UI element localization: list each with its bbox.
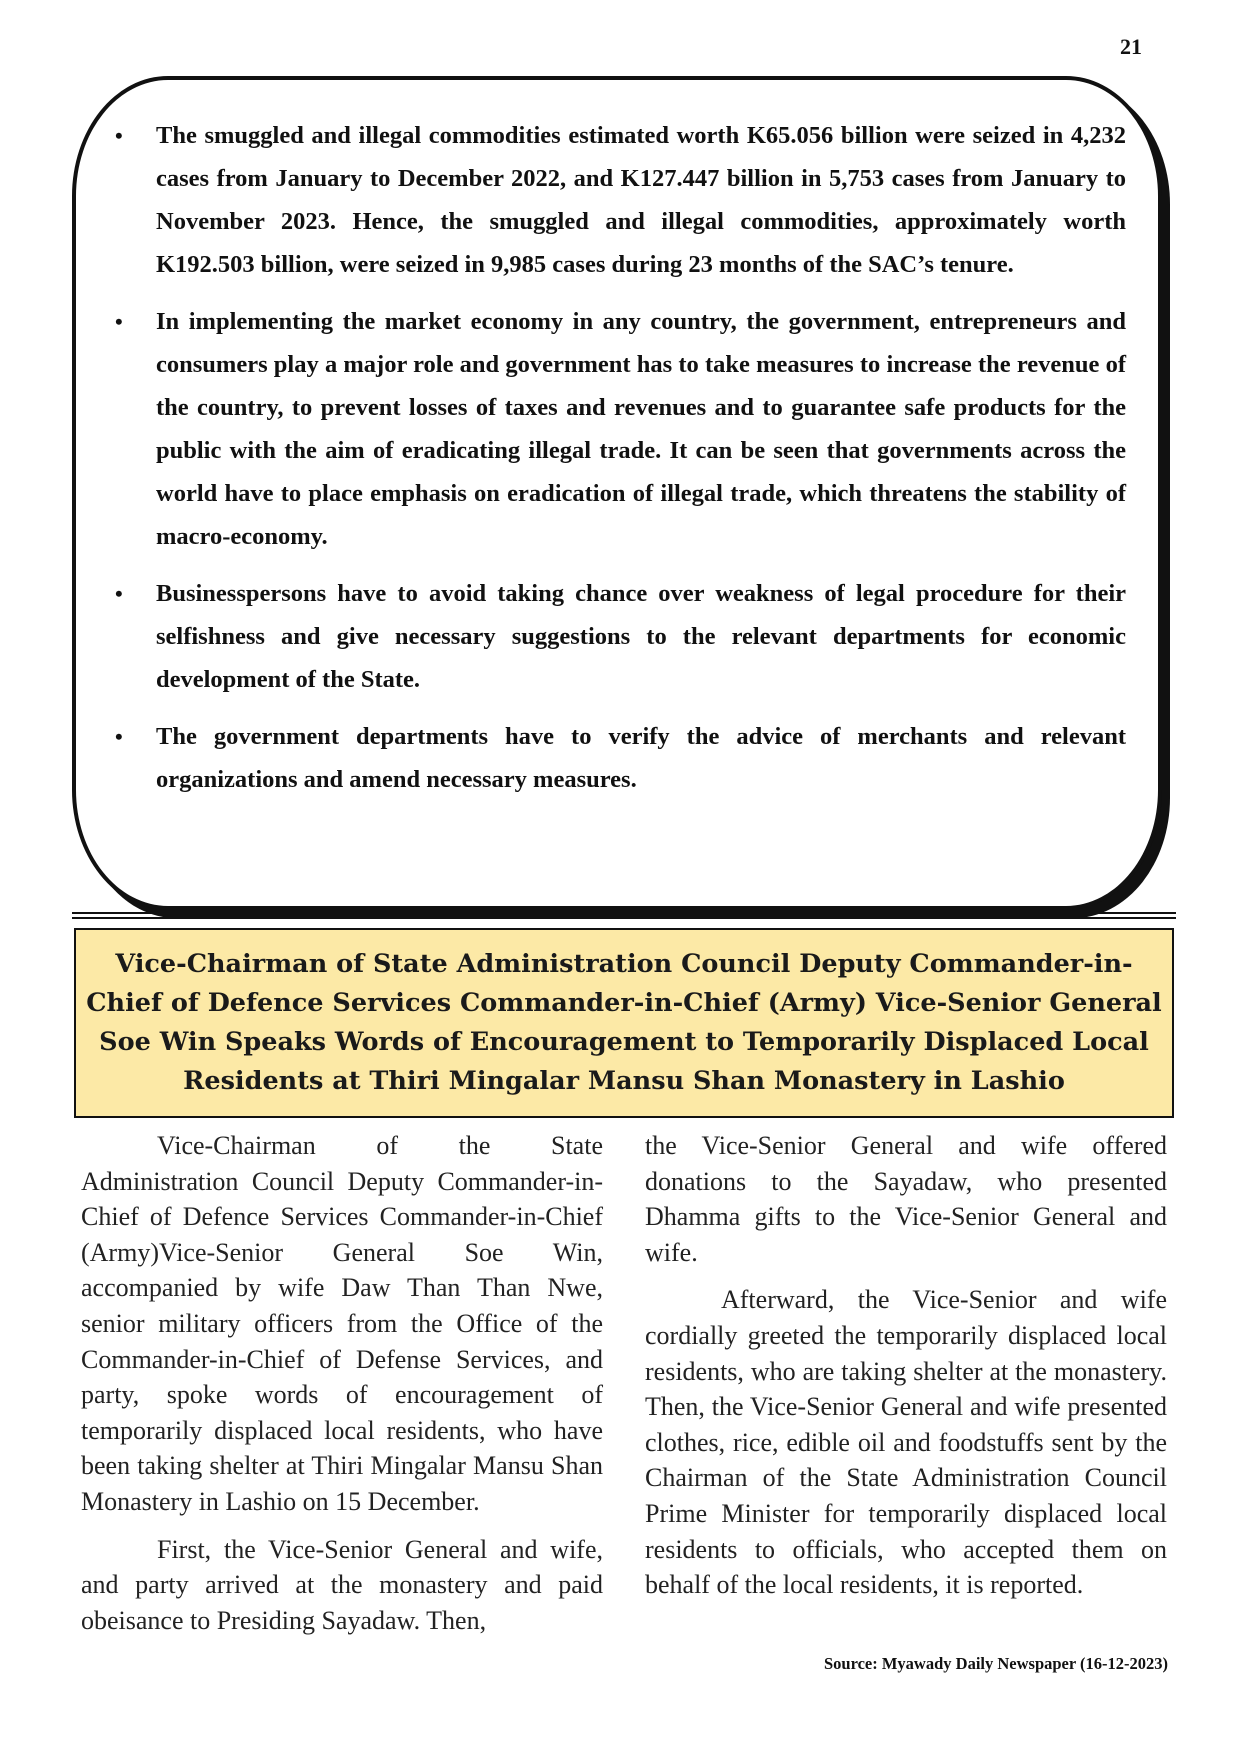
summary-bullet-item <box>115 715 1126 801</box>
article-column-right <box>645 1128 1167 1615</box>
article-paragraph: Afterward, the Vice-Senior and wife cordially greeted the temporarily displaced local residents, who are taking shelter at the monastery. Then, the Vice-Senior General and wife presented clothes, rice, edible oil and foodstuffs sent by the Chairman of the State Administration Council Prime Minister for temporarily displaced local residents to officials, who accepted them on behalf of the local residents, it is reported. <box>645 1285 1167 1600</box>
summary-bullet-item <box>115 300 1126 558</box>
page-number: 21 <box>1120 34 1142 59</box>
summary-bullet-text: The smuggled and illegal commodities estimated worth K65.056 billion were seized in 4,232 cases from January to December 2022, and K127.447 billion in 5,753 cases from January to November 2023. Hence, the smuggled and illegal commodities, approximately worth K192.503 billion, were seized in 9,985 cases during 23 months of the SAC’s tenure. <box>156 122 1126 278</box>
summary-bullet-item <box>115 114 1126 286</box>
divider-rule <box>72 917 1176 919</box>
summary-bullet-list <box>115 114 1126 815</box>
article-paragraph: First, the Vice-Senior General and wife, and party arrived at the monastery and paid obeisance to Presiding Sayadaw. Then, <box>81 1534 603 1635</box>
article-title-box <box>74 928 1174 1118</box>
summary-bullet-text: In implementing the market economy in any country, the government, entrepreneurs and consumers play a major role and government has to take measures to increase the revenue of the country, to prevent losses of taxes and revenues and to guarantee safe products for the public with the aim of eradicating illegal trade. It can be seen that governments across the world have to place emphasis on eradication of illegal trade, which threatens the stability of macro-economy. <box>156 308 1126 550</box>
bullet-icon: • <box>115 309 123 334</box>
bullet-icon: • <box>115 581 123 606</box>
source-citation: Source: Myawady Daily Newspaper (16-12-2023) <box>823 1654 1168 1673</box>
summary-bullet-item <box>115 572 1126 701</box>
article-title: Vice-Chairman of State Administration Council Deputy Commander-in-Chief of Defence Services Commander-in-Chief (Army) Vice-Senior General Soe Win Speaks Words of Encouragement to Temporarily Displaced Local Residents at Thiri Mingalar Mansu Shan Monastery in Lashio <box>86 949 1162 1096</box>
divider-rule <box>72 912 1176 914</box>
bullet-icon: • <box>115 724 123 749</box>
article-paragraph: Vice-Chairman of the State Administration Council Deputy Commander-in-Chief of Defence Services Commander-in-Chief (Army)Vice-Senior General Soe Win, accompanied by wife Daw Than Than Nwe, senior military officers from the Office of the Commander-in-Chief of Defense Services, and party, spoke words of encouragement of temporarily displaced local residents, who have been taking shelter at Thiri Mingalar Mansu Shan Monastery in Lashio on 15 December. <box>81 1131 603 1516</box>
article-column-left <box>81 1128 603 1650</box>
summary-bullet-text: The government departments have to verify the advice of merchants and relevant organizations and amend necessary measures. <box>156 723 1126 793</box>
bullet-icon: • <box>115 123 123 148</box>
article-paragraph: the Vice-Senior General and wife offered donations to the Sayadaw, who presented Dhamma gifts to the Vice-Senior General and wife. <box>645 1131 1167 1267</box>
summary-bullet-text: Businesspersons have to avoid taking chance over weakness of legal procedure for their selfishness and give necessary suggestions to the relevant departments for economic development of the State. <box>156 580 1126 693</box>
summary-box <box>72 76 1162 910</box>
